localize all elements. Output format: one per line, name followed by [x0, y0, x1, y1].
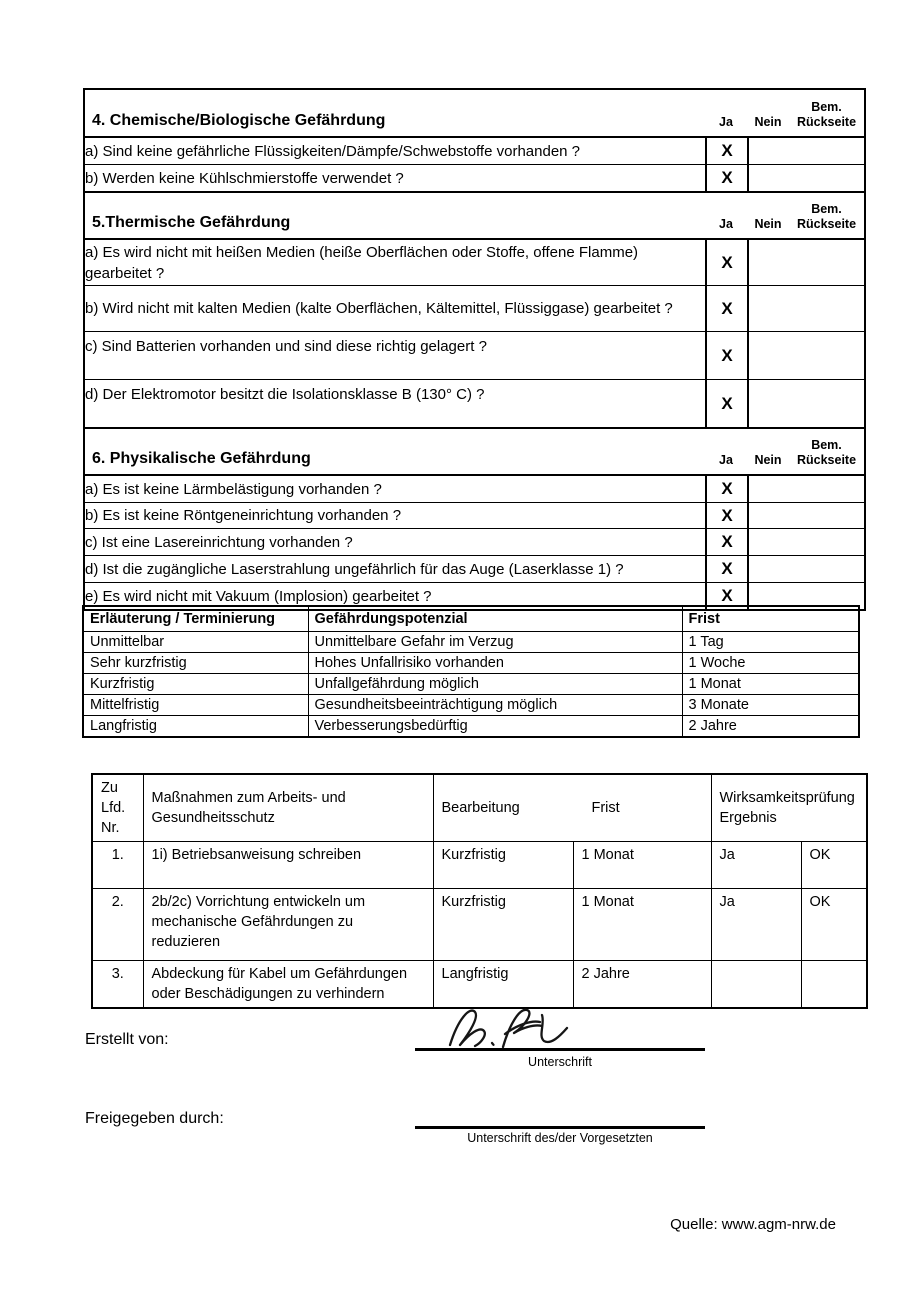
- measure-row: [92, 961, 867, 1009]
- legend-row: [83, 674, 859, 695]
- header-frist: Frist: [591, 800, 620, 816]
- legend-term: Mittelfristig: [83, 695, 308, 716]
- measure-bearbeitung: Langfristig: [433, 961, 573, 1009]
- question-text: c) Ist eine Lasereinrichtung vorhanden ?: [84, 529, 706, 556]
- section-header-chemical-biological: [84, 89, 865, 137]
- measure-nr: 3.: [92, 961, 143, 1009]
- header-bearbeitung: Bearbeitung: [441, 800, 520, 816]
- section-title: 4. Chemische/Biologische Gefährdung: [92, 112, 386, 129]
- measure-ergebnis: OK: [801, 842, 867, 889]
- ja-checkbox-cell: X: [706, 475, 748, 503]
- ja-checkbox-cell: X: [706, 165, 748, 193]
- question-row: [84, 529, 865, 556]
- nein-bem-cell: [748, 137, 865, 165]
- question-text: a) Sind keine gefährliche Flüssigkeiten/Dämpfe/Schwebstoffe vorhanden ?: [84, 137, 706, 165]
- question-row: [84, 137, 865, 165]
- header-bearbeitung-frist: [433, 774, 711, 842]
- legend-potential: Verbesserungsbedürftig: [308, 716, 682, 738]
- header-nr: Zu Lfd. Nr.: [92, 774, 143, 842]
- ja-checkbox-cell: X: [706, 239, 748, 286]
- question-row: [84, 503, 865, 529]
- ja-checkbox-cell: X: [706, 556, 748, 583]
- measure-frist: 1 Monat: [573, 842, 711, 889]
- measure-wirksamkeit: Ja: [711, 889, 801, 961]
- measure-bearbeitung: Kurzfristig: [433, 889, 573, 961]
- legend-row: [83, 632, 859, 653]
- measure-ergebnis: [801, 961, 867, 1009]
- question-row: [84, 332, 865, 380]
- nein-bem-cell: [748, 529, 865, 556]
- column-header-ja: Ja: [719, 453, 733, 467]
- measure-row: [92, 842, 867, 889]
- signature-line: [415, 1126, 705, 1129]
- nein-bem-cell: [748, 286, 865, 332]
- nein-bem-cell: [748, 503, 865, 529]
- legend-frist: 1 Monat: [682, 674, 859, 695]
- measure-frist: 1 Monat: [573, 889, 711, 961]
- handwritten-signature: [443, 1003, 573, 1053]
- measures-header-row: [92, 774, 867, 842]
- legend-frist: 3 Monate: [682, 695, 859, 716]
- legend-row: [83, 716, 859, 738]
- header-wirksamkeitspruefung: Wirksamkeitsprüfung Ergebnis: [711, 774, 867, 842]
- column-header-bem-rueckseite: Bem. Rückseite: [796, 100, 857, 129]
- question-text: a) Es wird nicht mit heißen Medien (heiße Oberflächen oder Stoffe, offene Flamme) gearbeitet ?: [84, 239, 706, 286]
- question-text: d) Ist die zugängliche Laserstrahlung ungefährlich für das Auge (Laserklasse 1) ?: [84, 556, 706, 583]
- question-text: e) Es wird nicht mit Vakuum (Implosion) gearbeitet ?: [84, 583, 706, 611]
- legend-header: Frist: [682, 606, 859, 632]
- source-note: Quelle: www.agm-nrw.de: [670, 1216, 836, 1233]
- section-title: 6. Physikalische Gefährdung: [92, 450, 311, 467]
- nein-bem-cell: [748, 332, 865, 380]
- question-row: [84, 475, 865, 503]
- legend-potential: Unmittelbare Gefahr im Verzug: [308, 632, 682, 653]
- measure-bearbeitung: Kurzfristig: [433, 842, 573, 889]
- created-by-label: Erstellt von:: [85, 1031, 169, 1048]
- legend-header: Gefährdungspotenzial: [308, 606, 682, 632]
- ja-checkbox-cell: X: [706, 332, 748, 380]
- signature-line: [415, 1048, 705, 1051]
- column-header-nein: Nein: [754, 453, 782, 467]
- ja-checkbox-cell: X: [706, 380, 748, 429]
- measure-nr: 1.: [92, 842, 143, 889]
- question-text: b) Werden keine Kühlschmierstoffe verwendet ?: [84, 165, 706, 193]
- ja-checkbox-cell: X: [706, 503, 748, 529]
- section-header-physical: [84, 428, 865, 475]
- measure-text: 2b/2c) Vorrichtung entwickeln um mechanische Gefährdungen zu reduzieren: [143, 889, 433, 961]
- question-row: [84, 239, 865, 286]
- nein-bem-cell: [748, 165, 865, 193]
- measure-wirksamkeit: [711, 961, 801, 1009]
- ja-checkbox-cell: X: [706, 286, 748, 332]
- legend-frist: 1 Tag: [682, 632, 859, 653]
- question-text: c) Sind Batterien vorhanden und sind diese richtig gelagert ?: [84, 332, 706, 380]
- question-text: d) Der Elektromotor besitzt die Isolationsklasse B (130° C) ?: [84, 380, 706, 429]
- column-header-ja: Ja: [719, 115, 733, 129]
- legend-frist: 1 Woche: [682, 653, 859, 674]
- legend-row: [83, 695, 859, 716]
- question-text: b) Es ist keine Röntgeneinrichtung vorhanden ?: [84, 503, 706, 529]
- section-header-thermal: [84, 192, 865, 239]
- legend-term: Kurzfristig: [83, 674, 308, 695]
- question-text: b) Wird nicht mit kalten Medien (kalte Oberflächen, Kältemittel, Flüssiggase) gearbeitet ?: [84, 286, 706, 332]
- ja-checkbox-cell: X: [706, 583, 748, 611]
- nein-bem-cell: [748, 380, 865, 429]
- measure-nr: 2.: [92, 889, 143, 961]
- legend-term: Sehr kurzfristig: [83, 653, 308, 674]
- question-row: [84, 380, 865, 429]
- header-massnahmen: Maßnahmen zum Arbeits- und Gesundheitsschutz: [143, 774, 433, 842]
- column-header-ja: Ja: [719, 217, 733, 231]
- column-header-bem-rueckseite: Bem. Rückseite: [796, 438, 857, 467]
- measure-ergebnis: OK: [801, 889, 867, 961]
- column-header-nein: Nein: [754, 217, 782, 231]
- signature-caption: Unterschrift: [528, 1055, 592, 1069]
- hazard-checklist-table: [83, 88, 866, 611]
- column-header-bem-rueckseite: Bem. Rückseite: [796, 202, 857, 231]
- legend-potential: Unfallgefährdung möglich: [308, 674, 682, 695]
- approved-by-label: Freigegeben durch:: [85, 1110, 224, 1127]
- ja-checkbox-cell: X: [706, 529, 748, 556]
- deadline-legend-table: [82, 605, 860, 738]
- signature-caption: Unterschrift des/der Vorgesetzten: [467, 1131, 653, 1145]
- section-title: 5.Thermische Gefährdung: [92, 214, 291, 231]
- nein-bem-cell: [748, 475, 865, 503]
- ja-checkbox-cell: X: [706, 137, 748, 165]
- measure-frist: 2 Jahre: [573, 961, 711, 1009]
- legend-term: Langfristig: [83, 716, 308, 738]
- measure-text: 1i) Betriebsanweisung schreiben: [143, 842, 433, 889]
- measures-table: [91, 773, 868, 1009]
- measure-row: [92, 889, 867, 961]
- legend-row: [83, 653, 859, 674]
- question-row: [84, 165, 865, 193]
- legend-term: Unmittelbar: [83, 632, 308, 653]
- question-text: a) Es ist keine Lärmbelästigung vorhanden ?: [84, 475, 706, 503]
- measure-text: Abdeckung für Kabel um Gefährdungen oder Beschädigungen zu verhindern: [143, 961, 433, 1009]
- legend-potential: Gesundheitsbeeinträchtigung möglich: [308, 695, 682, 716]
- legend-potential: Hohes Unfallrisiko vorhanden: [308, 653, 682, 674]
- column-header-nein: Nein: [754, 115, 782, 129]
- legend-header: Erläuterung / Terminierung: [83, 606, 308, 632]
- legend-header-row: [83, 606, 859, 632]
- nein-bem-cell: [748, 239, 865, 286]
- question-row: [84, 556, 865, 583]
- measure-wirksamkeit: Ja: [711, 842, 801, 889]
- legend-frist: 2 Jahre: [682, 716, 859, 738]
- nein-bem-cell: [748, 556, 865, 583]
- question-row: [84, 286, 865, 332]
